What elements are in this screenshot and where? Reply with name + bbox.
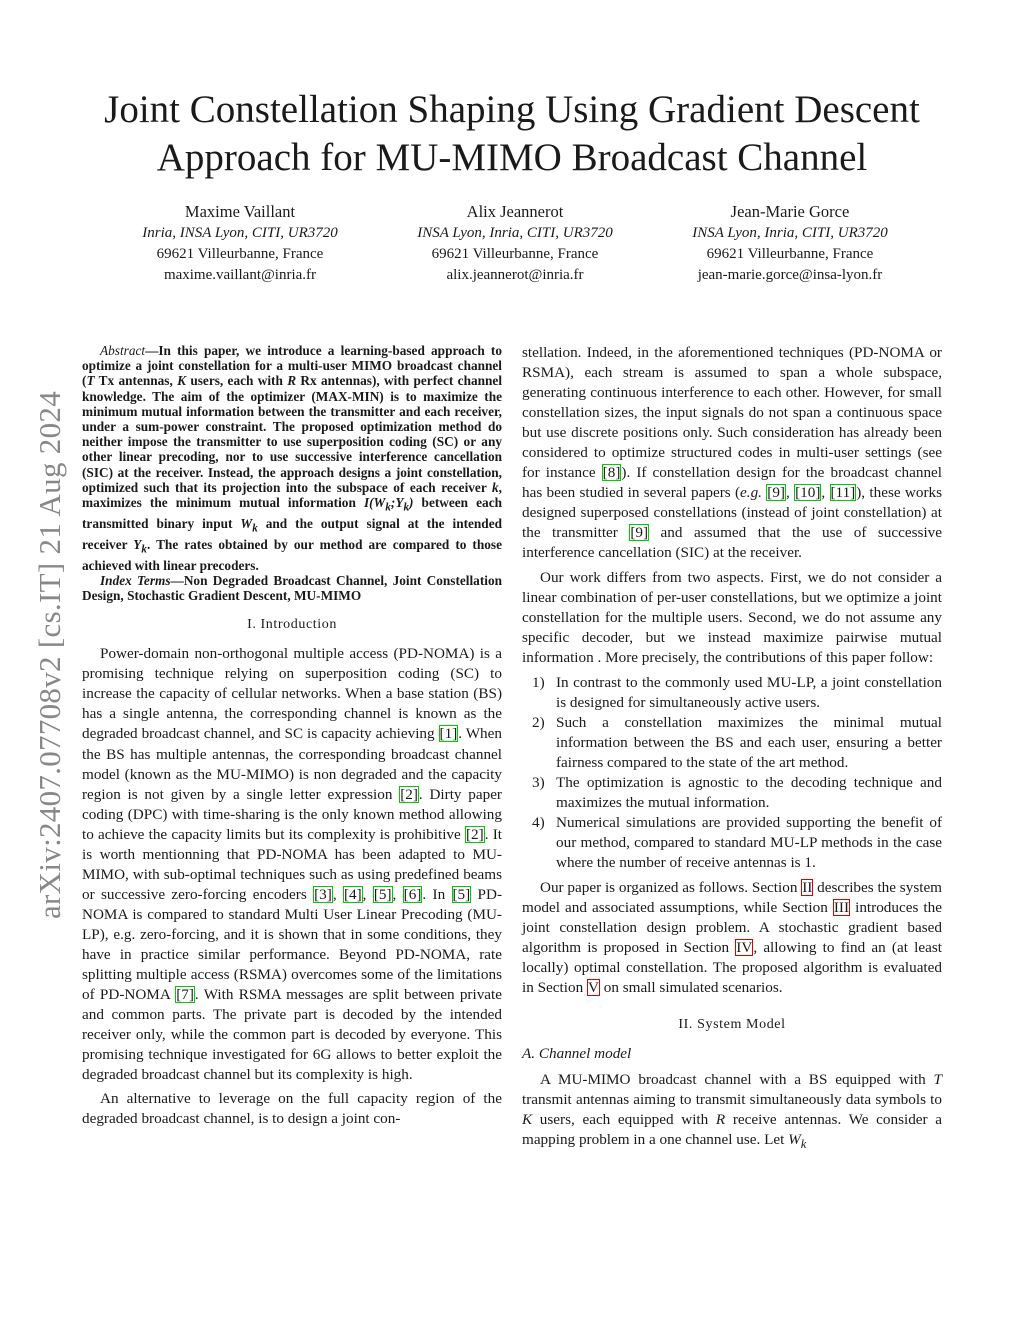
body-text: e.g.: [740, 484, 762, 502]
body-text: . It is worth mentionning that PD-NOMA has been adapted to MU-MIMO, with sub-optimal techniques such as using predefined beams or successive zero-forcing encoders: [82, 825, 502, 903]
right-column: [522, 343, 942, 1154]
citation-link[interactable]: [5]: [373, 885, 392, 903]
author-address: 69621 Villeurbanne, France: [706, 246, 874, 262]
body-text: ,: [332, 885, 343, 903]
citation-link[interactable]: [7]: [176, 986, 194, 1004]
body-text: ,: [821, 484, 830, 502]
abstract-text: —In this paper, we introduce a learning-based approach to optimize a joint constellation for a multi-user MIMO broadcast channel (: [82, 343, 502, 389]
math-R: R: [287, 373, 297, 389]
list-number: 2): [532, 713, 545, 731]
math-part: I(W: [363, 495, 386, 511]
body-text: describes the system model and associated assumptions, while Section: [522, 879, 943, 917]
body-text: ,: [362, 885, 373, 903]
abstract-text: , maximizes the minimum mutual information: [82, 479, 502, 511]
author-1: [105, 201, 375, 286]
author-block: [105, 201, 925, 286]
section-link[interactable]: IV: [736, 939, 753, 957]
citation-link[interactable]: [9]: [767, 484, 785, 502]
author-3: [655, 201, 925, 286]
math-R: R: [715, 1110, 726, 1128]
author-affiliation: INSA Lyon, Inria, CITI, UR3720: [692, 225, 888, 241]
arxiv-identifier: arXiv:2407.07708v2 [cs.IT] 21 Aug 2024: [32, 390, 67, 920]
list-item: [522, 673, 942, 713]
author-name: Alix Jeannerot: [466, 202, 564, 221]
right-paragraph-2: Our work differs from two aspects. First, we do not consider a linear combination of per-user constellations, but we optimize a joint constellation for the multiple users. Second, we do not assume any specific decoder, but we instead maximize pairwise mutual information . More precisely, the contributions of this paper follow:: [522, 568, 942, 666]
citation-link[interactable]: [2]: [400, 785, 418, 803]
citation-link[interactable]: [6]: [403, 885, 422, 903]
author-name: Maxime Vaillant: [184, 202, 296, 221]
abstract: [82, 343, 502, 573]
math-sub: k: [403, 501, 410, 514]
citation-link[interactable]: [11]: [830, 484, 856, 502]
list-text: Numerical simulations are provided supporting the benefit of our method, compared to standard MU-LP methods in the case where the number of receive antennas is 1.: [556, 814, 942, 872]
body-text: receive antennas. We consider a mapping problem in a one channel use. Let: [522, 1110, 942, 1148]
citation-link[interactable]: [3]: [314, 885, 332, 903]
right-paragraph-1: [522, 343, 942, 564]
left-column: [82, 343, 502, 1129]
title-line-2: Approach for MU-MIMO Broadcast Channel: [156, 136, 868, 179]
body-text: ,: [786, 484, 795, 502]
author-email: alix.jeannerot@inria.fr: [446, 267, 584, 283]
body-text: Power-domain non-orthogonal multiple access (PD-NOMA) is a promising technique relying on superposition coding (SC) to increase the capacity of cellular networks. When a base station (BS) has a single antenna, the corresponding channel is known as the degraded broadcast channel, and SC is capacity achieving: [82, 645, 502, 743]
body-text: on small simulated scenarios.: [599, 979, 783, 997]
abstract-text: Rx antennas), with perfect channel knowledge. The aim of the optimizer (MAX-MIN) is to maximize the minimum mutual information between the transmitter and each receiver, under a sum-power constraint. The proposed optimization method do neither impose the transmitter to use superposition coding (SC) or any other linear precoding, nor to use successive interference cancellation (SIC) at the receiver. Instead, the approach designs a joint constellation, optimized such that its projection into the subspace of each receiver: [82, 373, 503, 495]
math-K: K: [522, 1110, 533, 1128]
math-Wk: [240, 515, 258, 535]
math-T: T: [933, 1070, 942, 1088]
citation-link[interactable]: [4]: [343, 885, 362, 903]
body-text: . With RSMA messages are split between private and common parts. The private part is decoded by the intended receiver only, while the common part is decoded by everyone. This promising technique investigated for 6G allows to better exploit the degraded broadcast channel but its complexity is high.: [82, 986, 502, 1084]
body-text: ), these works designed superposed constellations (instead of joint constellation) at the transmitter: [522, 484, 943, 542]
author-email: jean-marie.gorce@insa-lyon.fr: [697, 267, 883, 283]
citation-link[interactable]: [2]: [465, 825, 484, 843]
index-terms-label: Index Terms: [100, 572, 171, 588]
abstract-label: Abstract: [100, 343, 146, 358]
math-T: T: [86, 373, 95, 389]
citation-link[interactable]: [9]: [630, 524, 649, 542]
citation-link[interactable]: [5]: [452, 885, 471, 903]
body-text: transmit antennas aiming to transmit simultaneously data symbols to: [522, 1090, 942, 1108]
index-terms-text: —Non Degraded Broadcast Channel, Joint Constellation Design, Stochastic Gradient Descent, MU-MIMO: [82, 572, 502, 604]
abstract-text: users, each with: [186, 373, 288, 389]
author-address: 69621 Villeurbanne, France: [431, 246, 599, 262]
math-mutual-info: [363, 495, 414, 514]
list-number: 4): [532, 814, 545, 832]
math-sub: k: [141, 543, 147, 556]
author-affiliation: INSA Lyon, Inria, CITI, UR3720: [417, 225, 613, 241]
math-part: ): [409, 495, 414, 511]
paper-title: [60, 86, 964, 182]
body-text: . In: [422, 885, 452, 903]
citation-link[interactable]: [1]: [439, 725, 458, 743]
list-item: [522, 713, 942, 773]
right-paragraph-3: [522, 878, 942, 998]
author-address: 69621 Villeurbanne, France: [156, 246, 324, 262]
body-text: . Dirty paper coding (DPC) with time-sharing is the only known method allowing to achieve the capacity limits but its complexity is prohibitive: [82, 785, 502, 843]
index-terms: [82, 573, 502, 603]
arxiv-sidebar: [30, 360, 70, 950]
body-text: users, each equipped with: [532, 1110, 716, 1128]
author-2: [380, 201, 650, 286]
math-Wk: [788, 1130, 807, 1151]
intro-paragraph-2: An alternative to leverage on the full capacity region of the degraded broadcast channel, is to design a joint con-: [82, 1090, 502, 1128]
math-part: W: [788, 1130, 801, 1148]
math-sub: k: [800, 1136, 807, 1151]
math-sub: k: [252, 522, 258, 535]
body-text: PD-NOMA is compared to standard Multi User Linear Precoding (MU-LP), e.g. zero-forcing, and it is shown that in some conditions, they have in practice similar performance. Beyond PD-NOMA, rate splitting multiple access (RSMA) overcomes some of the limitations of PD-NOMA: [82, 885, 503, 1004]
body-text: ). If constellation design for the broadcast channel has been studied in several papers (: [522, 464, 943, 502]
math-part: W: [240, 515, 253, 531]
list-text: Such a constellation maximizes the minimal mutual information between the BS and each user, ensuring a better fairness compared to the state of the art method.: [556, 713, 942, 771]
list-item: [522, 773, 942, 813]
author-affiliation: Inria, INSA Lyon, CITI, UR3720: [142, 225, 338, 241]
body-text: Our paper is organized as follows. Section: [540, 879, 802, 897]
section-heading-introduction: I. Introduction: [247, 617, 337, 633]
author-email: maxime.vaillant@inria.fr: [163, 267, 317, 283]
math-K: K: [177, 373, 187, 389]
math-part: ;Y: [390, 495, 404, 511]
citation-link[interactable]: [10]: [795, 484, 821, 502]
list-text: In contrast to the commonly used MU-LP, a joint constellation is designed for simultaneously active users.: [556, 673, 942, 711]
body-text: , allowing to find an (at least locally) optimal constellation. The proposed algorithm is evaluated in Section: [522, 939, 942, 997]
list-text: The optimization is agnostic to the decoding technique and maximizes the mutual information.: [556, 773, 942, 812]
list-number: 1): [532, 673, 545, 691]
body-text: and assumed that the use of successive interference cancellation (SIC) at the receiver.: [522, 524, 942, 562]
body-text: stellation. Indeed, in the aforementioned techniques (PD-NOMA or RSMA), each stream is assumed to span a whole subspace, generating continuous interference to each other. However, for small constellation sizes, the input signals do not span a continuous space but use discrete positions only. Such consideration has already been considered to optimize structured codes in multi-user settings (see for instance: [522, 344, 942, 482]
title-line-1: Joint Constellation Shaping Using Gradient Descent: [104, 88, 920, 131]
math-part: Y: [133, 536, 142, 552]
right-paragraph-4: [522, 1070, 942, 1154]
math-Yk: [133, 536, 147, 556]
section-link[interactable]: II: [802, 879, 813, 897]
section-link[interactable]: V: [587, 979, 599, 997]
body-text: A MU-MIMO broadcast channel with a BS equipped with: [540, 1070, 934, 1088]
math-k: k: [492, 479, 499, 495]
abstract-text: between each transmitted binary input: [82, 495, 502, 531]
contributions-list: [522, 673, 942, 873]
abstract-text: and the output signal at the intended receiver: [82, 515, 503, 552]
abstract-text: Tx antennas,: [94, 373, 178, 389]
citation-link[interactable]: [8]: [602, 464, 621, 482]
body-text: . When the BS has multiple antennas, the corresponding broadcast channel model (known as the MU-MIMO) is non degraded and the capacity region is not given by a single letter expression: [82, 725, 502, 803]
list-item: [522, 813, 942, 873]
body-text: ,: [392, 885, 403, 903]
body-text: introduces the joint constellation design problem. A stochastic gradient based algorithm is proposed in Section: [522, 899, 942, 957]
list-number: 3): [532, 773, 545, 791]
math-sub: k: [385, 501, 391, 514]
section-link[interactable]: III: [833, 899, 850, 917]
subsection-heading-channel-model: A. Channel model: [522, 1044, 632, 1062]
intro-paragraph-1: [82, 644, 502, 1085]
author-name: Jean-Marie Gorce: [730, 202, 850, 221]
section-heading-system-model: II. System Model: [678, 1016, 786, 1032]
abstract-text: . The rates obtained by our method are compared to those achieved with linear precoders.: [82, 536, 502, 573]
